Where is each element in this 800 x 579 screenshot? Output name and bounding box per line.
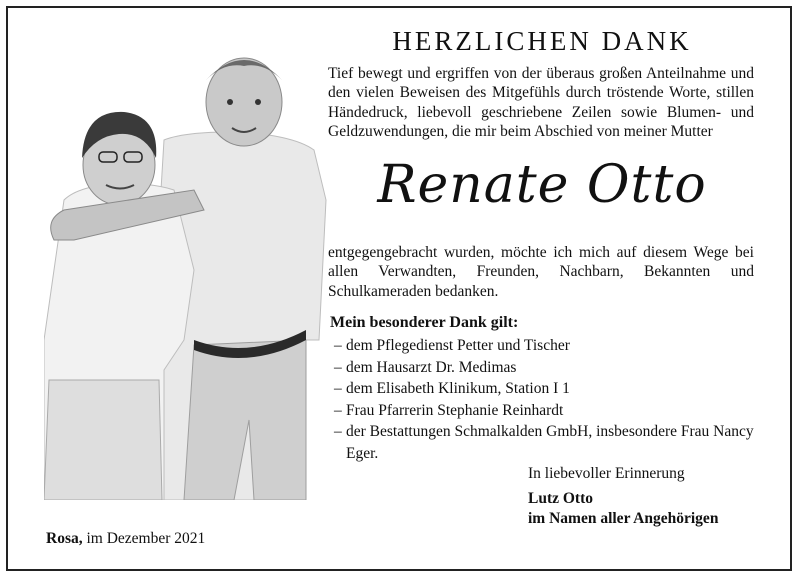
thanks-paragraph-2: entgegengebracht wurden, möchte ich mich auf diesem Wege bei allen Verwandten, Freunden, Nachbarn, Bekannten und Schulkameraden bedanken. xyxy=(328,244,754,300)
place-date xyxy=(46,530,205,548)
signature xyxy=(528,489,718,529)
couple-photo xyxy=(44,40,328,500)
list-item: – dem Hausarzt Dr. Medimas xyxy=(334,358,517,376)
signature-name: Lutz Otto xyxy=(528,490,594,507)
list-item: – Frau Pfarrerin Stephanie Reinhardt xyxy=(334,401,564,419)
list-item: – dem Pflegedienst Petter und Tischer xyxy=(334,337,570,354)
deceased-name: Renate Otto xyxy=(377,155,707,215)
place-date-text: im Dezember 2021 xyxy=(86,530,206,547)
special-thanks-list xyxy=(334,335,754,464)
list-item: – der Bestattungen Schmalkalden GmbH, insbesondere Frau Nancy Eger. xyxy=(334,423,754,462)
thanks-paragraph-1: Tief bewegt und ergriffen von der überaus großen Anteilnahme und den vielen Beweisen des Mitgefühls durch tröstende Worte, stillen Händedruck, liebevoll geschriebene Zeilen sowie Blumen- und Geldzuwendungen, die mir beim Abschied von meiner Mutter xyxy=(328,65,754,140)
special-thanks-heading: Mein besonderer Dank gilt: xyxy=(330,314,519,331)
list-item: – dem Elisabeth Klinikum, Station I 1 xyxy=(334,380,570,397)
notice-title: HERZLICHEN DANK xyxy=(392,26,692,56)
closing-line: In liebevoller Erinnerung xyxy=(528,465,685,482)
place-town: Rosa, xyxy=(46,530,83,547)
signature-line: im Namen aller Angehörigen xyxy=(528,510,719,527)
